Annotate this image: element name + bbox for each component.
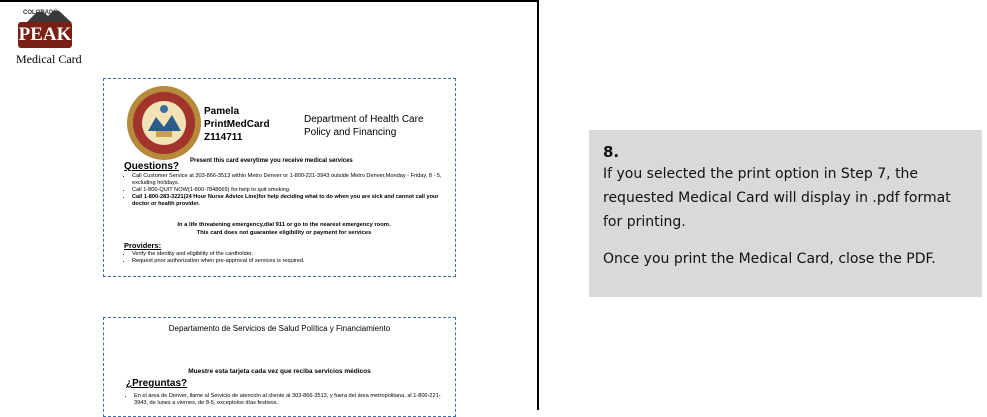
list-item: • Verify the identity and eligibility of the cardholder. bbox=[132, 251, 452, 258]
logo-top-text: COLORADO bbox=[23, 10, 58, 16]
providers-heading: Providers: bbox=[124, 241, 162, 250]
instruction-text: Once you print the Medical Card, close the PDF. bbox=[603, 251, 936, 267]
list-item: • Request prior authorization when pre-approval of services is required. bbox=[132, 258, 452, 265]
colorado-seal-icon bbox=[126, 85, 202, 161]
logo-label: Medical Card bbox=[16, 52, 82, 66]
logo-brand: PEAK bbox=[18, 22, 72, 48]
list-item: • Call Customer Service at 303-866-3513 within Metro Denver or 1-800-221-3943 outside Metro Denver,Monday - Friday, 8 - 5, excluding holidays. bbox=[132, 173, 452, 187]
instruction-panel bbox=[589, 130, 982, 297]
department-name: Department of Health Care Policy and Financing bbox=[304, 114, 424, 138]
questions-list bbox=[124, 173, 452, 208]
instruction-text: If you selected the print option in Step 7, the requested Medical Card will display in .pdf format for printing. bbox=[603, 166, 951, 230]
department-name-spanish: Departamento de Servicios de Salud Política y Financiamiento bbox=[168, 324, 391, 333]
present-card-text-spanish: Muestre esta tarjeta cada vez que reciba servicios médicos bbox=[188, 368, 371, 375]
providers-list bbox=[124, 251, 452, 265]
medical-card-front bbox=[103, 78, 456, 277]
step-number: 8. bbox=[603, 143, 620, 161]
questions-list-spanish bbox=[126, 393, 444, 407]
present-card-text: Present this card everytime you receive medical services bbox=[190, 158, 353, 164]
emergency-text: In a life threatening emergency,dial 911 or go to the nearest emergency room. This card does not guarantee eligibility or payment for services bbox=[177, 222, 391, 236]
list-item: • En el área de Denver, llame al Servicio de atención al cliente al 303-866-3513, y fuera del área metropolitana, al 1-800-221-3943, de lunes a viernes, de 8-5, exceptolos días festivos. bbox=[134, 393, 444, 407]
list-item: • Call 1-800-283-3221(24 Hour Nurse Advice Line)for help deciding what to do when you are sick and cannot call your doctor or health provider. bbox=[132, 194, 452, 208]
medical-card-back bbox=[103, 317, 456, 417]
cardholder-name: Pamela PrintMedCard Z114711 bbox=[204, 106, 270, 143]
list-item: • Call 1-800-QUIT NOW(1-800-7848669) for help to quit smoking. bbox=[132, 187, 452, 194]
questions-heading-spanish: ¿Preguntas? bbox=[126, 378, 188, 389]
questions-heading: Questions? bbox=[124, 161, 180, 172]
